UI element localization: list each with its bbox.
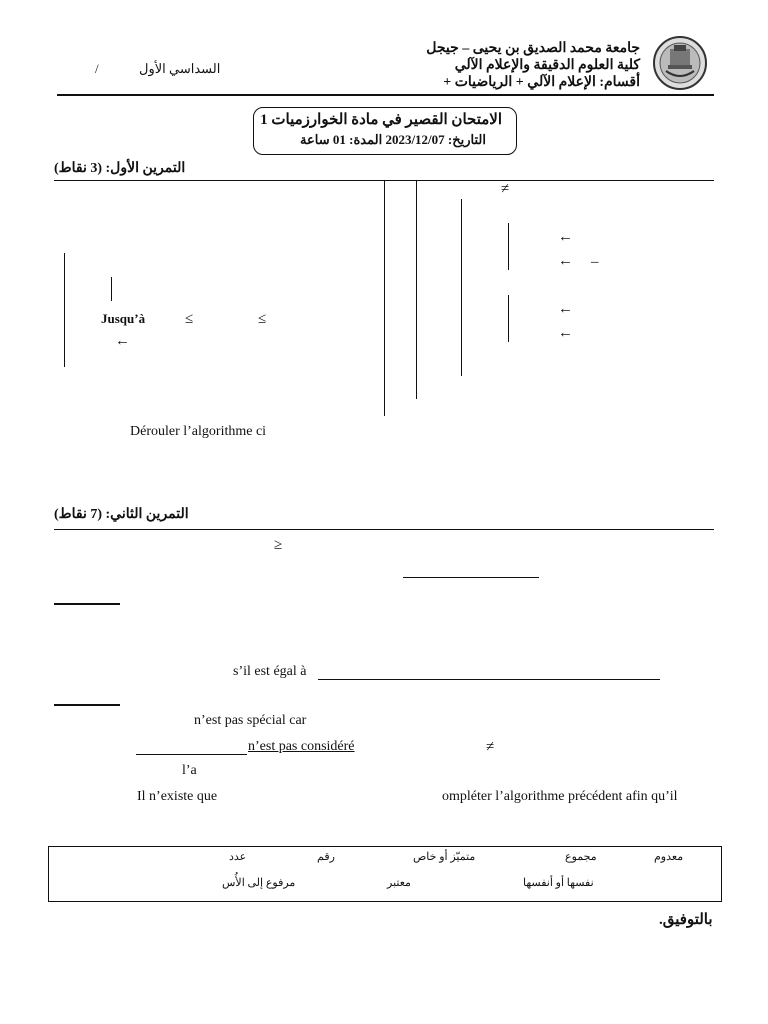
not-special-text: n’est pas spécial car — [194, 713, 307, 728]
minus-sign: – — [591, 254, 599, 270]
word-bank-item: مرفوع إلى الأُس — [222, 877, 296, 889]
algo-bracket-7 — [111, 277, 112, 301]
word-bank-item: معدوم — [654, 851, 684, 863]
until-keyword: Jusqu’à — [101, 311, 146, 326]
semester-slash: / — [95, 61, 99, 76]
assign-arrow-1: ← — [558, 229, 573, 245]
assign-arrow-2: ← — [558, 253, 573, 269]
exercise2-title: التمرين الثاني: (7 نقاط) — [54, 507, 189, 522]
university-name: جامعة محمد الصديق بن يحيى – جيجل — [426, 41, 640, 56]
word-bank-item: معتبر — [387, 877, 411, 889]
departments-line: أقسام: الإعلام الآلي + الرياضيات + — [443, 75, 640, 90]
faculty-name: كلية العلوم الدقيقة والإعلام الآلي — [454, 58, 640, 73]
leq-symbol-2: ≤ — [258, 311, 267, 327]
exercise1-instruction: Dérouler l’algorithme ci — [130, 424, 267, 439]
algo-bracket-4 — [508, 223, 509, 270]
not-equal-symbol: ≠ — [501, 181, 510, 197]
la-text: l’a — [182, 763, 197, 778]
not-equal-symbol-2: ≠ — [486, 739, 495, 755]
university-logo-icon — [652, 35, 708, 91]
algo-bracket-6 — [64, 253, 65, 367]
blank-line-3 — [318, 679, 660, 680]
exam-title: الامتحان القصير في مادة الخوارزميات 1 — [260, 112, 502, 128]
closing-note: بالتوفيق. — [659, 912, 713, 928]
word-bank-box — [48, 846, 722, 902]
blank-line-5 — [136, 754, 247, 755]
not-considered-text: n’est pas considéré — [248, 739, 355, 754]
word-bank-item: نفسها أو أنفسها — [523, 877, 594, 889]
algo-bracket-1 — [384, 181, 385, 416]
word-bank-item: رقم — [317, 851, 335, 863]
algo-bracket-5 — [508, 295, 509, 342]
complete-algorithm-text: ompléter l’algorithme précédent afin qu’il — [442, 789, 678, 804]
exam-date-duration: التاريخ: 2023/12/07 المدة: 01 ساعة — [300, 132, 486, 147]
word-bank-item: مجموع — [565, 851, 597, 863]
blank-line-2 — [54, 603, 120, 605]
algo-bracket-2 — [416, 181, 417, 399]
geq-symbol: ≥ — [274, 537, 283, 553]
exercise1-title: التمرين الأول: (3 نقاط) — [54, 161, 186, 176]
blank-line-1 — [403, 577, 539, 578]
header-divider — [57, 94, 714, 96]
assign-arrow-5: ← — [115, 333, 130, 349]
blank-line-4 — [54, 704, 120, 706]
exercise2-divider — [54, 529, 714, 530]
semester-label: السداسي الأول — [139, 61, 221, 76]
assign-arrow-4: ← — [558, 325, 573, 341]
word-bank-item: متميّز أو خاص — [413, 851, 476, 863]
algo-bracket-3 — [461, 199, 462, 376]
word-bank-item: عدد — [229, 851, 247, 863]
only-exists-text: Il n’existe que — [137, 789, 218, 804]
assign-arrow-3: ← — [558, 301, 573, 317]
leq-symbol-1: ≤ — [185, 311, 194, 327]
equal-to-text: s’il est égal à — [233, 664, 307, 679]
